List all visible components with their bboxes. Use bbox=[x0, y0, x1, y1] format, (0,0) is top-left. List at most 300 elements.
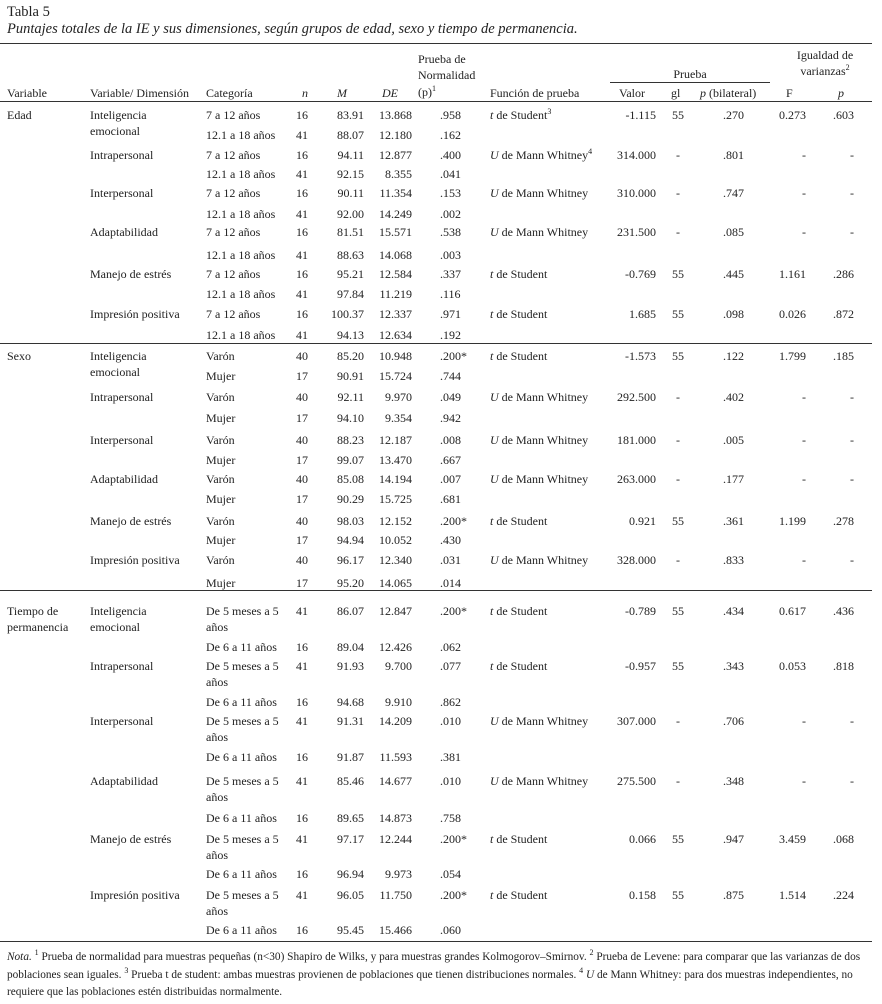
de-cell: 15.571 bbox=[379, 225, 412, 239]
normality-cell: .054 bbox=[440, 867, 461, 881]
n-cell: 16 bbox=[296, 695, 308, 709]
n-cell: 40 bbox=[296, 553, 308, 567]
m-cell: 95.45 bbox=[337, 923, 364, 937]
dimension-name: Interpersonal bbox=[90, 714, 154, 728]
m-cell: 97.17 bbox=[337, 832, 364, 846]
gl-cell: 55 bbox=[672, 659, 684, 673]
category-cell: De 5 meses a 5 años bbox=[206, 659, 279, 689]
m-cell: 94.94 bbox=[337, 533, 364, 547]
normality-cell: .862 bbox=[440, 695, 461, 709]
m-cell: 91.31 bbox=[337, 714, 364, 728]
m-cell: 94.68 bbox=[337, 695, 364, 709]
header-igualdad-2: varianzas$^2$ bbox=[800, 63, 850, 78]
gl-cell: 55 bbox=[672, 307, 684, 321]
normality-cell: .200* bbox=[440, 349, 467, 363]
p-bilateral-cell: .177 bbox=[723, 472, 744, 486]
de-cell: 10.948 bbox=[379, 349, 412, 363]
levene-p-cell: - bbox=[850, 472, 854, 486]
normality-cell: .014 bbox=[440, 576, 461, 590]
header-f: F bbox=[786, 86, 793, 100]
dimension-name: Impresión positiva bbox=[90, 553, 180, 567]
test-value-cell: 0.921 bbox=[629, 514, 656, 528]
test-value-cell: 275.500 bbox=[617, 774, 656, 788]
m-cell: 92.11 bbox=[337, 390, 364, 404]
de-cell: 12.340 bbox=[379, 553, 412, 567]
category-cell: De 6 a 11 años bbox=[206, 695, 277, 709]
p-bilateral-cell: .747 bbox=[723, 186, 744, 200]
normality-cell: .667 bbox=[440, 453, 461, 467]
de-cell: 14.065 bbox=[379, 576, 412, 590]
normality-cell: .060 bbox=[440, 923, 461, 937]
m-cell: 85.08 bbox=[337, 472, 364, 486]
levene-p-cell: - bbox=[850, 433, 854, 447]
category-cell: Varón bbox=[206, 390, 235, 404]
category-cell: 7 a 12 años bbox=[206, 267, 261, 281]
de-cell: 14.249 bbox=[379, 207, 412, 221]
normality-cell: .049 bbox=[440, 390, 461, 404]
category-cell: 12.1 a 18 años bbox=[206, 248, 276, 262]
category-cell: De 5 meses a 5 años bbox=[206, 714, 279, 744]
levene-f-cell: 0.053 bbox=[779, 659, 806, 673]
normality-cell: .031 bbox=[440, 553, 461, 567]
levene-p-cell: .278 bbox=[833, 514, 854, 528]
m-cell: 99.07 bbox=[337, 453, 364, 467]
category-cell: 12.1 a 18 años bbox=[206, 167, 276, 181]
category-cell: Mujer bbox=[206, 369, 236, 383]
de-cell: 15.725 bbox=[379, 492, 412, 506]
levene-p-cell: - bbox=[850, 390, 854, 404]
bottom-rule bbox=[0, 941, 872, 942]
m-cell: 86.07 bbox=[337, 604, 364, 618]
test-function-cell: t de Student bbox=[490, 832, 548, 846]
gl-cell: - bbox=[676, 390, 680, 404]
test-function-cell: U de Mann Whitney bbox=[490, 390, 589, 404]
test-value-cell: 0.066 bbox=[629, 832, 656, 846]
test-function-cell: U de Mann Whitney$^4$ bbox=[490, 147, 593, 162]
gl-cell: 55 bbox=[672, 108, 684, 122]
category-cell: Varón bbox=[206, 472, 235, 486]
category-cell: 7 a 12 años bbox=[206, 307, 261, 321]
test-value-cell: -0.789 bbox=[625, 604, 656, 618]
test-value-cell: 263.000 bbox=[617, 472, 656, 486]
m-cell: 88.63 bbox=[337, 248, 364, 262]
p-bilateral-cell: .434 bbox=[723, 604, 744, 618]
p-bilateral-cell: .833 bbox=[723, 553, 744, 567]
levene-f-cell: - bbox=[802, 714, 806, 728]
gl-cell: - bbox=[676, 148, 680, 162]
gl-cell: - bbox=[676, 225, 680, 239]
category-cell: Mujer bbox=[206, 533, 236, 547]
category-cell: Varón bbox=[206, 433, 235, 447]
dimension-name: Inteligencia bbox=[90, 604, 147, 618]
de-cell: 9.970 bbox=[385, 390, 412, 404]
note-label: Nota. bbox=[7, 951, 32, 963]
m-cell: 96.05 bbox=[337, 888, 364, 902]
category-cell: 7 a 12 años bbox=[206, 108, 261, 122]
levene-f-cell: - bbox=[802, 774, 806, 788]
levene-f-cell: - bbox=[802, 390, 806, 404]
de-cell: 12.152 bbox=[379, 514, 412, 528]
gl-cell: - bbox=[676, 186, 680, 200]
normality-cell: .400 bbox=[440, 148, 461, 162]
dimension-name: Inteligencia bbox=[90, 108, 147, 122]
levene-f-cell: - bbox=[802, 186, 806, 200]
levene-p-cell: .286 bbox=[833, 267, 854, 281]
test-value-cell: 292.500 bbox=[617, 390, 656, 404]
de-cell: 11.219 bbox=[379, 287, 412, 301]
test-value-cell: 328.000 bbox=[617, 553, 656, 567]
category-cell: De 5 meses a 5 años bbox=[206, 832, 279, 862]
category-cell: De 6 a 11 años bbox=[206, 923, 277, 937]
section-variable: Sexo bbox=[7, 349, 31, 363]
n-cell: 40 bbox=[296, 433, 308, 447]
m-cell: 83.91 bbox=[337, 108, 364, 122]
category-cell: Mujer bbox=[206, 453, 236, 467]
normality-cell: .116 bbox=[440, 287, 461, 301]
normality-cell: .200* bbox=[440, 832, 467, 846]
category-cell: 12.1 a 18 años bbox=[206, 128, 276, 142]
header-n: n bbox=[302, 86, 308, 100]
n-cell: 16 bbox=[296, 640, 308, 654]
top-rule bbox=[0, 43, 872, 44]
test-value-cell: 181.000 bbox=[617, 433, 656, 447]
dimension-name: Impresión positiva bbox=[90, 888, 180, 902]
m-cell: 91.87 bbox=[337, 750, 364, 764]
dimension-name: Adaptabilidad bbox=[90, 225, 158, 239]
normality-cell: .007 bbox=[440, 472, 461, 486]
de-cell: 12.337 bbox=[379, 307, 412, 321]
de-cell: 9.973 bbox=[385, 867, 412, 881]
levene-f-cell: - bbox=[802, 472, 806, 486]
n-cell: 41 bbox=[296, 248, 308, 262]
p-bilateral-cell: .875 bbox=[723, 888, 744, 902]
test-function-cell: t de Student bbox=[490, 349, 548, 363]
n-cell: 41 bbox=[296, 774, 308, 788]
de-cell: 12.244 bbox=[379, 832, 412, 846]
n-cell: 40 bbox=[296, 349, 308, 363]
section-rule-2 bbox=[0, 590, 872, 591]
note-part-1: Prueba de normalidad para muestras pequeñas (n<30) Shapiro de Wilks, y para muestras grandes Kolmogorov–Smirnov. bbox=[41, 951, 587, 963]
p-bilateral-cell: .005 bbox=[723, 433, 744, 447]
category-cell: 7 a 12 años bbox=[206, 148, 261, 162]
dimension-name: emocional bbox=[90, 365, 140, 379]
normality-cell: .538 bbox=[440, 225, 461, 239]
gl-cell: - bbox=[676, 472, 680, 486]
n-cell: 41 bbox=[296, 714, 308, 728]
test-value-cell: -0.769 bbox=[625, 267, 656, 281]
normality-cell: .430 bbox=[440, 533, 461, 547]
header-de: DE bbox=[382, 86, 398, 100]
p-bilateral-cell: .098 bbox=[723, 307, 744, 321]
p-bilateral-cell: .122 bbox=[723, 349, 744, 363]
levene-p-cell: - bbox=[850, 774, 854, 788]
normality-cell: .077 bbox=[440, 659, 461, 673]
p-bilateral-cell: .348 bbox=[723, 774, 744, 788]
de-cell: 14.194 bbox=[379, 472, 412, 486]
n-cell: 17 bbox=[296, 411, 308, 425]
m-cell: 85.20 bbox=[337, 349, 364, 363]
levene-f-cell: 0.617 bbox=[779, 604, 806, 618]
table-note: Nota. $^1$ Prueba de normalidad para muestras pequeñas (n<30) Shapiro de Wilks, y para muestras grandes Kolmogorov–Smirnov. $^2$ Prueba de Levene: para comparar que las varianzas de dos poblaciones sean iguales. $^3$ Prueba t de student: ambas muestras provienen de poblaciones que tienen distribuciones normales. $^4$ U de Mann Whitney: para dos muestras independientes, no requiere que las poblaciones estén distribuidas normalmente. bbox=[7, 948, 861, 998]
header-dimension: Variable/ Dimensión bbox=[90, 86, 189, 100]
n-cell: 41 bbox=[296, 888, 308, 902]
levene-p-cell: - bbox=[850, 225, 854, 239]
m-cell: 100.37 bbox=[331, 307, 364, 321]
test-function-cell: U de Mann Whitney bbox=[490, 774, 589, 788]
dimension-name: Interpersonal bbox=[90, 186, 154, 200]
test-value-cell: 310.000 bbox=[617, 186, 656, 200]
normality-cell: .162 bbox=[440, 128, 461, 142]
n-cell: 41 bbox=[296, 328, 308, 342]
n-cell: 16 bbox=[296, 225, 308, 239]
de-cell: 8.355 bbox=[385, 167, 412, 181]
header-valor: Valor bbox=[619, 86, 645, 100]
header-variable: Variable bbox=[7, 86, 47, 100]
n-cell: 40 bbox=[296, 390, 308, 404]
header-p-bilateral: p (bilateral) bbox=[700, 86, 757, 100]
category-cell: 7 a 12 años bbox=[206, 186, 261, 200]
test-value-cell: -1.115 bbox=[625, 108, 656, 122]
p-bilateral-cell: .947 bbox=[723, 832, 744, 846]
normality-cell: .971 bbox=[440, 307, 461, 321]
header-m: M bbox=[337, 86, 347, 100]
n-cell: 17 bbox=[296, 576, 308, 590]
category-cell: De 6 a 11 años bbox=[206, 640, 277, 654]
n-cell: 41 bbox=[296, 659, 308, 673]
section-variable: Tiempo de bbox=[7, 604, 59, 618]
p-bilateral-cell: .270 bbox=[723, 108, 744, 122]
category-cell: Mujer bbox=[206, 492, 236, 506]
levene-f-cell: 0.026 bbox=[779, 307, 806, 321]
category-cell: De 6 a 11 años bbox=[206, 811, 277, 825]
normality-cell: .002 bbox=[440, 207, 461, 221]
n-cell: 17 bbox=[296, 369, 308, 383]
normality-cell: .200* bbox=[440, 604, 467, 618]
de-cell: 15.724 bbox=[379, 369, 412, 383]
n-cell: 17 bbox=[296, 492, 308, 506]
de-cell: 12.426 bbox=[379, 640, 412, 654]
gl-cell: - bbox=[676, 774, 680, 788]
m-cell: 96.94 bbox=[337, 867, 364, 881]
gl-cell: 55 bbox=[672, 349, 684, 363]
test-value-cell: 314.000 bbox=[617, 148, 656, 162]
header-igualdad-1: Igualdad de bbox=[796, 48, 854, 62]
levene-f-cell: 3.459 bbox=[779, 832, 806, 846]
test-function-cell: U de Mann Whitney bbox=[490, 714, 589, 728]
dimension-name: Intrapersonal bbox=[90, 148, 154, 162]
levene-f-cell: - bbox=[802, 148, 806, 162]
m-cell: 89.04 bbox=[337, 640, 364, 654]
header-p: p bbox=[838, 86, 844, 100]
n-cell: 16 bbox=[296, 148, 308, 162]
m-cell: 90.11 bbox=[337, 186, 364, 200]
test-value-cell: -0.957 bbox=[625, 659, 656, 673]
m-cell: 96.17 bbox=[337, 553, 364, 567]
test-function-cell: U de Mann Whitney bbox=[490, 225, 589, 239]
levene-f-cell: - bbox=[802, 553, 806, 567]
de-cell: 14.677 bbox=[379, 774, 412, 788]
m-cell: 94.11 bbox=[337, 148, 364, 162]
category-cell: De 6 a 11 años bbox=[206, 750, 277, 764]
normality-cell: .958 bbox=[440, 108, 461, 122]
de-cell: 14.873 bbox=[379, 811, 412, 825]
test-function-cell: t de Student bbox=[490, 888, 548, 902]
levene-f-cell: 0.273 bbox=[779, 108, 806, 122]
de-cell: 12.634 bbox=[379, 328, 412, 342]
n-cell: 16 bbox=[296, 811, 308, 825]
p-bilateral-cell: .361 bbox=[723, 514, 744, 528]
n-cell: 41 bbox=[296, 128, 308, 142]
m-cell: 95.21 bbox=[337, 267, 364, 281]
n-cell: 16 bbox=[296, 307, 308, 321]
category-cell: 12.1 a 18 años bbox=[206, 328, 276, 342]
category-cell: De 5 meses a 5 años bbox=[206, 774, 279, 804]
dimension-name: Manejo de estrés bbox=[90, 832, 172, 846]
de-cell: 11.354 bbox=[379, 186, 412, 200]
category-cell: De 6 a 11 años bbox=[206, 867, 277, 881]
category-cell: 12.1 a 18 años bbox=[206, 287, 276, 301]
normality-cell: .192 bbox=[440, 328, 461, 342]
levene-p-cell: - bbox=[850, 148, 854, 162]
n-cell: 40 bbox=[296, 514, 308, 528]
n-cell: 16 bbox=[296, 867, 308, 881]
dimension-name: Intrapersonal bbox=[90, 659, 154, 673]
test-value-cell: 1.685 bbox=[629, 307, 656, 321]
m-cell: 97.84 bbox=[337, 287, 364, 301]
de-cell: 15.466 bbox=[379, 923, 412, 937]
gl-cell: - bbox=[676, 553, 680, 567]
n-cell: 40 bbox=[296, 472, 308, 486]
normality-cell: .153 bbox=[440, 186, 461, 200]
gl-cell: 55 bbox=[672, 267, 684, 281]
de-cell: 14.068 bbox=[379, 248, 412, 262]
m-cell: 90.91 bbox=[337, 369, 364, 383]
dimension-name: Inteligencia bbox=[90, 349, 147, 363]
p-bilateral-cell: .085 bbox=[723, 225, 744, 239]
p-bilateral-cell: .445 bbox=[723, 267, 744, 281]
m-cell: 90.29 bbox=[337, 492, 364, 506]
test-function-cell: t de Student bbox=[490, 307, 548, 321]
levene-f-cell: 1.199 bbox=[779, 514, 806, 528]
gl-cell: 55 bbox=[672, 514, 684, 528]
normality-cell: .010 bbox=[440, 774, 461, 788]
levene-p-cell: .068 bbox=[833, 832, 854, 846]
levene-p-cell: - bbox=[850, 186, 854, 200]
normality-cell: .337 bbox=[440, 267, 461, 281]
n-cell: 16 bbox=[296, 923, 308, 937]
normality-cell: .041 bbox=[440, 167, 461, 181]
m-cell: 94.13 bbox=[337, 328, 364, 342]
de-cell: 14.209 bbox=[379, 714, 412, 728]
levene-p-cell: .818 bbox=[833, 659, 854, 673]
de-cell: 12.847 bbox=[379, 604, 412, 618]
levene-p-cell: .185 bbox=[833, 349, 854, 363]
test-function-cell: t de Student bbox=[490, 604, 548, 618]
m-cell: 85.46 bbox=[337, 774, 364, 788]
category-cell: Varón bbox=[206, 553, 235, 567]
de-cell: 9.910 bbox=[385, 695, 412, 709]
gl-cell: - bbox=[676, 714, 680, 728]
test-value-cell: -1.573 bbox=[625, 349, 656, 363]
dimension-name: emocional bbox=[90, 620, 140, 634]
table-title: Tabla 5 bbox=[7, 4, 50, 20]
dimension-name: Adaptabilidad bbox=[90, 472, 158, 486]
section-variable: Edad bbox=[7, 108, 32, 122]
de-cell: 13.470 bbox=[379, 453, 412, 467]
de-cell: 10.052 bbox=[379, 533, 412, 547]
normality-cell: .008 bbox=[440, 433, 461, 447]
n-cell: 16 bbox=[296, 750, 308, 764]
header-normalidad-1: Prueba de bbox=[418, 52, 466, 66]
de-cell: 12.180 bbox=[379, 128, 412, 142]
header-normalidad-3: $(p)^1$ bbox=[418, 84, 436, 99]
normality-cell: .003 bbox=[440, 248, 461, 262]
levene-p-cell: .872 bbox=[833, 307, 854, 321]
test-function-cell: U de Mann Whitney bbox=[490, 433, 589, 447]
p-bilateral-cell: .706 bbox=[723, 714, 744, 728]
n-cell: 16 bbox=[296, 186, 308, 200]
test-function-cell: t de Student$^3$ bbox=[490, 107, 552, 122]
gl-cell: - bbox=[676, 433, 680, 447]
m-cell: 91.93 bbox=[337, 659, 364, 673]
m-cell: 88.23 bbox=[337, 433, 364, 447]
normality-cell: .200* bbox=[440, 888, 467, 902]
n-cell: 41 bbox=[296, 207, 308, 221]
category-cell: Mujer bbox=[206, 411, 236, 425]
prueba-underline bbox=[610, 82, 770, 83]
test-function-cell: U de Mann Whitney bbox=[490, 553, 589, 567]
levene-p-cell: .603 bbox=[833, 108, 854, 122]
m-cell: 89.65 bbox=[337, 811, 364, 825]
header-categoria: Categoría bbox=[206, 86, 253, 100]
section-rule-1 bbox=[0, 343, 872, 344]
category-cell: Varón bbox=[206, 514, 235, 528]
normality-cell: .062 bbox=[440, 640, 461, 654]
test-function-cell: U de Mann Whitney bbox=[490, 472, 589, 486]
levene-f-cell: 1.161 bbox=[779, 267, 806, 281]
dimension-name: Manejo de estrés bbox=[90, 267, 172, 281]
levene-p-cell: - bbox=[850, 553, 854, 567]
header-rule bbox=[0, 101, 872, 102]
test-value-cell: 307.000 bbox=[617, 714, 656, 728]
levene-p-cell: .224 bbox=[833, 888, 854, 902]
category-cell: 12.1 a 18 años bbox=[206, 207, 276, 221]
gl-cell: 55 bbox=[672, 604, 684, 618]
section-variable: permanencia bbox=[7, 620, 69, 634]
p-bilateral-cell: .343 bbox=[723, 659, 744, 673]
normality-cell: .200* bbox=[440, 514, 467, 528]
note-part-4: de Mann Whitney: para dos muestras independientes, no requiere que las poblaciones estén distribuidas normalmente. bbox=[7, 968, 853, 998]
levene-p-cell: - bbox=[850, 714, 854, 728]
n-cell: 17 bbox=[296, 533, 308, 547]
de-cell: 12.877 bbox=[379, 148, 412, 162]
normality-cell: .744 bbox=[440, 369, 461, 383]
test-function-cell: t de Student bbox=[490, 659, 548, 673]
levene-p-cell: .436 bbox=[833, 604, 854, 618]
n-cell: 41 bbox=[296, 604, 308, 618]
m-cell: 98.03 bbox=[337, 514, 364, 528]
category-cell: Varón bbox=[206, 349, 235, 363]
normality-cell: .381 bbox=[440, 750, 461, 764]
m-cell: 95.20 bbox=[337, 576, 364, 590]
table-subtitle: Puntajes totales de la IE y sus dimensiones, según grupos de edad, sexo y tiempo de permanencia. bbox=[7, 21, 578, 37]
dimension-name: Adaptabilidad bbox=[90, 774, 158, 788]
m-cell: 92.00 bbox=[337, 207, 364, 221]
test-value-cell: 0.158 bbox=[629, 888, 656, 902]
category-cell: 7 a 12 años bbox=[206, 225, 261, 239]
levene-f-cell: 1.799 bbox=[779, 349, 806, 363]
header-normalidad-2: Normalidad bbox=[418, 68, 476, 82]
